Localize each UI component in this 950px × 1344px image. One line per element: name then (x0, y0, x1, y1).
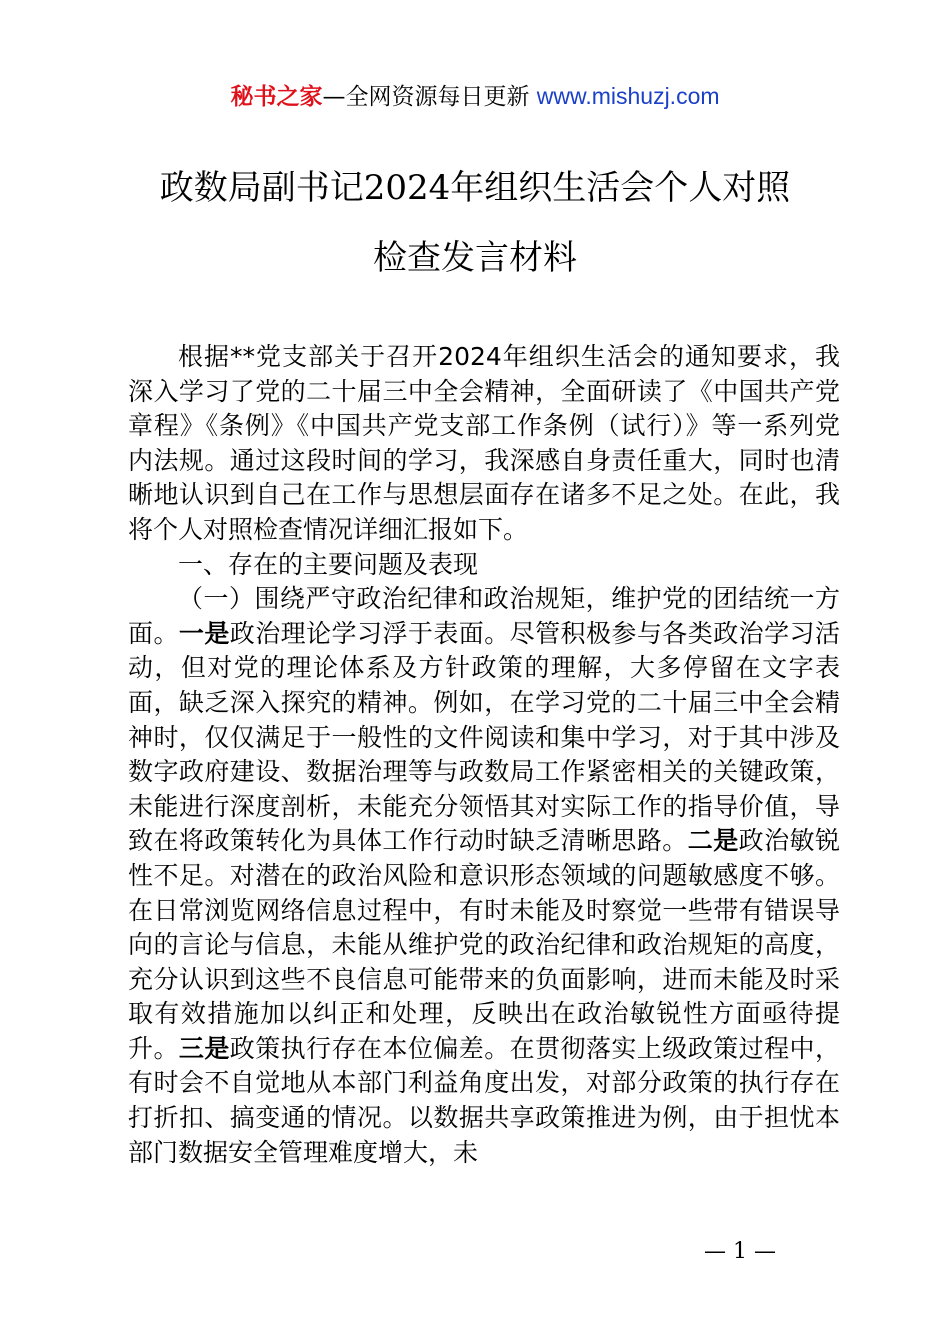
document-title-line-2: 检查发言材料 (373, 238, 577, 278)
point-text-3: 政策执行存在本位偏差。在贯彻落实上级政策过程中，有时会不自觉地从本部门利益角度出发，对部分政策的执行存在打折扣、搞变通的情况。以数据共享政策推进为例，由于担忧本部门数据安全管理难度增大，未 (128, 1033, 840, 1167)
issues-paragraph (128, 582, 840, 1170)
point-text-1: 政治理论学习浮于表面。尽管积极参与各类政治学习活动，但对党的理论体系及方针政策的理解，大多停留在文字表面，缺乏深入探究的精神。例如，在学习党的二十届三中全会精神时，仅仅满足于一般性的文件阅读和集中学习，对于其中涉及数字政府建设、数据治理等与政数局工作紧密相关的关键政策，未能进行深度剖析，未能充分领悟其对实际工作的指导价值，导致在将政策转化为具体工作行动时缺乏清晰思路。 (128, 618, 840, 856)
site-header (0, 80, 950, 113)
header-url-link[interactable]: www.mishuzj.com (536, 83, 720, 109)
page-number: — 1 — (704, 1239, 776, 1264)
document-body (128, 340, 840, 1170)
point-marker-2: 二是 (687, 826, 739, 856)
document-title-line-1: 政数局副书记2024年组织生活会个人对照 (159, 168, 791, 208)
header-tagline: —全网资源每日更新 (322, 84, 537, 110)
point-marker-3: 三是 (178, 1033, 230, 1063)
brand-name: 秘书之家 (230, 84, 323, 110)
section-heading: 一、存在的主要问题及表现 (178, 549, 479, 579)
intro-paragraph: 根据**党支部关于召开2024年组织生活会的通知要求，我深入学习了党的二十届三中全会精神，全面研读了《中国共产党章程》《条例》《中国共产党支部工作条例（试行）》等一系列党内法规。通过这段时间的学习，我深感自身责任重大，同时也清晰地认识到自己在工作与思想层面存在诸多不足之处。在此，我将个人对照检查情况详细汇报如下。 (128, 342, 840, 544)
point-text-2: 政治敏锐性不足。对潜在的政治风险和意识形态领域的问题敏感度不够。在日常浏览网络信息过程中，有时未能及时察觉一些带有错误导向的言论与信息，未能从维护党的政治纪律和政治规矩的高度，充分认识到这些不良信息可能带来的负面影响，进而未能及时采取有效措施加以纠正和处理，反映出在政治敏锐性方面亟待提升。 (128, 826, 840, 1063)
subsection-lead: （一）围绕严守政治纪律和政治规矩，维护党的团结统一方面。 (128, 584, 840, 648)
point-marker-1: 一是 (178, 618, 230, 648)
